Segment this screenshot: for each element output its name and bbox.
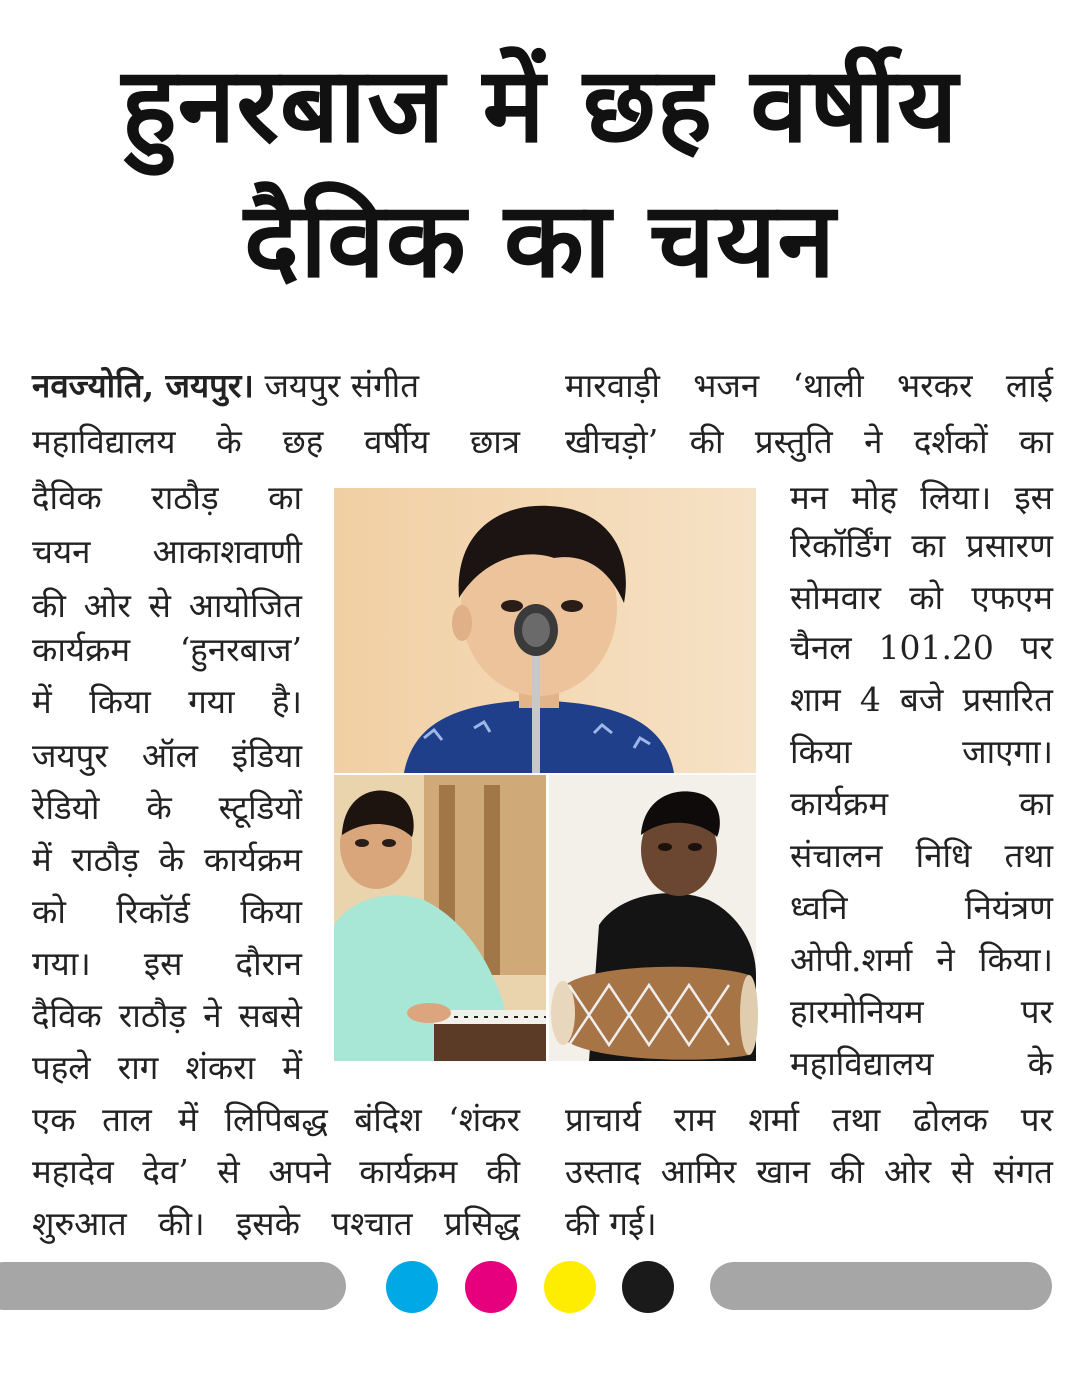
left-line-12: गया। इस दौरान (32, 944, 302, 983)
right-line-9: कार्यक्रम का (790, 784, 1053, 823)
left-line-4: चयन आकाशवाणी (32, 532, 302, 571)
left-line-7: में किया गया है। (32, 682, 302, 721)
left-line-11: को रिकॉर्ड किया (32, 892, 302, 931)
left-line-15: एक ताल में लिपिबद्ध बंदिश ‘शंकर (32, 1100, 520, 1139)
footer-bar-left (0, 1262, 346, 1310)
left-line-10: में राठौड़ के कार्यक्रम (32, 840, 302, 879)
right-line-15: प्राचार्य राम शर्मा तथा ढोलक पर (565, 1100, 1053, 1139)
cyan-registration-dot (386, 1261, 438, 1313)
left-line-8: जयपुर ऑल इंडिया (32, 736, 302, 775)
right-line-6: चैनल 101.20 पर (790, 628, 1053, 667)
left-line-9: रेडियो के स्टूडियों (32, 788, 302, 827)
right-line-10: संचालन निधि तथा (790, 836, 1053, 875)
right-line-2: खीचड़ो’ की प्रस्तुति ने दर्शकों का (565, 422, 1053, 461)
right-line-4: रिकॉर्डिंग का प्रसारण (790, 526, 1053, 565)
left-line-1 (32, 364, 420, 410)
left-line-3: दैविक राठौड़ का (32, 478, 302, 517)
right-line-14: महाविद्यालय के (790, 1044, 1053, 1083)
left-line-17: शुरुआत की। इसके पश्चात प्रसिद्ध (32, 1204, 520, 1243)
headline-line-2: दैविक का चयन (243, 179, 837, 301)
left-line-5: की ओर से आयोजित (32, 586, 302, 625)
right-line-5: सोमवार को एफएम (790, 578, 1053, 617)
photo-boy-singing (334, 488, 756, 773)
right-line-16: उस्ताद आमिर खान की ओर से संगत (565, 1152, 1053, 1191)
right-line-7: शाम 4 बजे प्रसारित (790, 680, 1053, 719)
black-registration-dot (622, 1261, 674, 1313)
right-line-11: ध्वनि नियंत्रण (790, 888, 1053, 927)
right-line-12: ओपी.शर्मा ने किया। (790, 940, 1053, 979)
left-line-13: दैविक राठौड़ ने सबसे (32, 996, 302, 1035)
yellow-registration-dot (544, 1261, 596, 1313)
footer-bar-right (710, 1262, 1052, 1310)
left-line-6: कार्यक्रम ‘हुनरबाज’ (32, 630, 302, 669)
photo-harmonium-player (334, 775, 546, 1061)
photo-dholak-player (549, 775, 756, 1061)
dateline: नवज्योति, जयपुर। (32, 366, 254, 405)
right-line-8: किया जाएगा। (790, 732, 1053, 771)
right-line-13: हारमोनियम पर (790, 992, 1053, 1031)
right-line-1: मारवाड़ी भजन ‘थाली भरकर लाई (565, 366, 1053, 405)
magenta-registration-dot (465, 1261, 517, 1313)
headline-line-1: हुनरबाज में छह वर्षीय (121, 44, 959, 166)
left-line-16: महादेव देव’ से अपने कार्यक्रम की (32, 1152, 520, 1191)
left-line-14: पहले राग शंकरा में (32, 1048, 302, 1087)
right-line-17: की गई। (565, 1204, 657, 1243)
left-line-2: महाविद्यालय के छह वर्षीय छात्र (32, 422, 520, 461)
left-line-1-text: जयपुर संगीत (264, 366, 420, 405)
right-line-3: मन मोह लिया। इस (790, 478, 1053, 517)
